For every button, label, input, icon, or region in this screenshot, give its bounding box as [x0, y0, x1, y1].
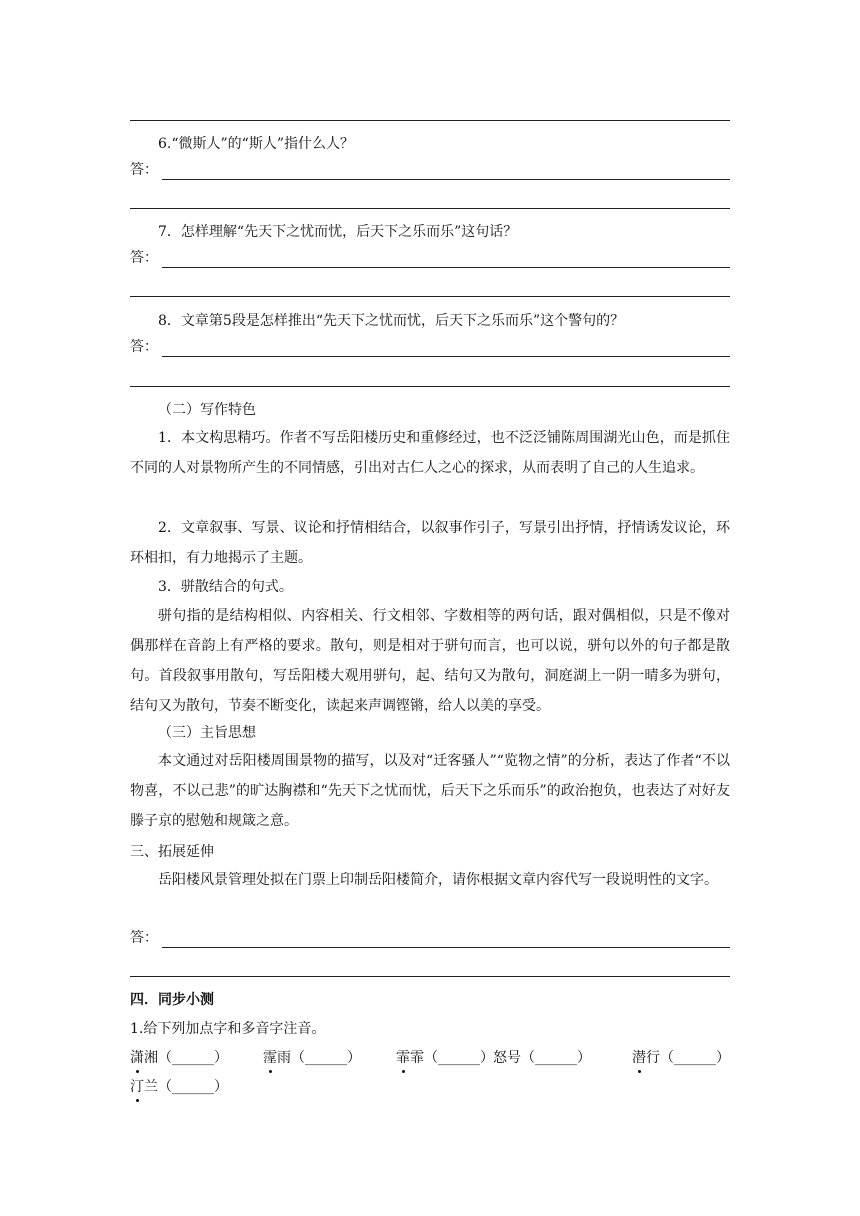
answer-label: 答： — [130, 162, 158, 178]
answer-blank[interactable]: （______） — [424, 1050, 494, 1066]
item-text: 兰 — [144, 1079, 158, 1095]
pinyin-item — [263, 1047, 361, 1069]
pinyin-item — [396, 1047, 494, 1069]
answer-line — [130, 120, 730, 121]
paragraph-text: 本文通过对岳阳楼周围景物的描写，以及对“迁客骚人”“览物之情”的分析，表达了作者“不以物喜，不以己悲”的旷达胸襟和“先天下之忧而忧，后天下之乐而乐”的政治抱负，也表达了对好友滕子京的慰勉和规箴之意。 — [130, 753, 730, 829]
answer-blank[interactable]: （______） — [291, 1050, 361, 1066]
answer-blank[interactable]: （______） — [158, 1079, 228, 1095]
paragraph-text: 3．骈散结合的句式。 — [158, 579, 293, 595]
quiz-question-1: 1.给下列加点字和多音字注音。 — [130, 1021, 326, 1037]
answer-line[interactable] — [130, 296, 730, 297]
paragraph-writing-2 — [130, 513, 730, 573]
item-text: 行 — [646, 1050, 660, 1066]
paragraph-theme — [130, 746, 730, 836]
answer-line[interactable] — [162, 947, 730, 948]
paragraph-text: 1．本文构思精巧。作者不写岳阳楼历史和重修经过，也不泛泛铺陈周围湖光山色，而是抓住不同的人对景物所产生的不同情感，引出对古仁人之心的探求，从而表明了自己的人生追求。 — [130, 430, 730, 476]
answer-line[interactable] — [162, 356, 730, 357]
pinyin-row-1 — [130, 1047, 730, 1069]
section-heading-extension: 三、拓展延伸 — [130, 844, 214, 860]
pinyin-item — [130, 1047, 228, 1069]
answer-line[interactable] — [162, 179, 730, 180]
item-text: 湘 — [144, 1050, 158, 1066]
item-text: 雨 — [277, 1050, 291, 1066]
paragraph-text: 2．文章叙事、写景、议论和抒情相结合，以叙事作引子，写景引出抒情，抒情诱发议论，环环相扣，有力地揭示了主题。 — [130, 520, 730, 566]
answer-row-8 — [130, 337, 730, 357]
section-heading-quiz: 四．同步小测 — [130, 992, 214, 1008]
answer-label: 答： — [130, 930, 158, 946]
item-text: 霏 — [410, 1050, 424, 1066]
answer-line[interactable] — [130, 208, 730, 209]
answer-row-extension — [130, 928, 730, 948]
question-6: 6.“微斯人”的“斯人”指什么人？ — [158, 136, 354, 152]
pinyin-item — [130, 1076, 228, 1098]
dotted-char: 汀 — [130, 1076, 144, 1098]
paragraph-text: 骈句指的是结构相似、内容相关、行文相邻、字数相等的两句话，跟对偶相似，只是不像对偶那样在音韵上有严格的要求。散句，则是相对于骈句而言，也可以说，骈句以外的句子都是散句。首段叙事用散句，写岳阳楼大观用骈句，起、结句又为散句，洞庭湖上一阴一晴多为骈句，结句又为散句，节奏不断变化，读起来声调铿锵，给人以美的享受。 — [130, 608, 730, 714]
paragraph-text: 岳阳楼风景管理处拟在门票上印制岳阳楼简介，请你根据文章内容代写一段说明性的文字。 — [158, 872, 718, 888]
dotted-char: 潇 — [130, 1047, 144, 1069]
answer-blank[interactable]: （______） — [521, 1050, 591, 1066]
pinyin-item — [632, 1047, 730, 1069]
dotted-char: 霏 — [396, 1047, 410, 1069]
paragraph-writing-4 — [130, 601, 730, 721]
section-heading-writing: （二）写作特色 — [158, 402, 256, 418]
answer-label: 答： — [130, 339, 158, 355]
dotted-char: 霪 — [263, 1047, 277, 1069]
answer-label: 答： — [130, 250, 158, 266]
paragraph-writing-1 — [130, 423, 730, 483]
answer-line[interactable] — [130, 386, 730, 387]
pinyin-item — [493, 1047, 591, 1069]
question-8: 8．文章第5段是怎样推出“先天下之忧而忧，后天下之乐而乐”这个警句的？ — [158, 313, 625, 329]
answer-blank[interactable]: （______） — [660, 1050, 730, 1066]
dotted-char: 潜 — [632, 1047, 646, 1069]
answer-row-6 — [130, 160, 730, 180]
answer-row-7 — [130, 248, 730, 268]
answer-line[interactable] — [130, 976, 730, 977]
item-text: 怒号 — [493, 1050, 521, 1066]
section-heading-theme: （三）主旨思想 — [158, 725, 256, 741]
question-7: 7．怎样理解“先天下之忧而忧，后天下之乐而乐”这句话？ — [158, 224, 518, 240]
paragraph-writing-3 — [130, 572, 730, 602]
paragraph-extension — [130, 865, 730, 895]
pinyin-row-2 — [130, 1076, 730, 1098]
answer-blank[interactable]: （______） — [158, 1050, 228, 1066]
answer-line[interactable] — [162, 267, 730, 268]
